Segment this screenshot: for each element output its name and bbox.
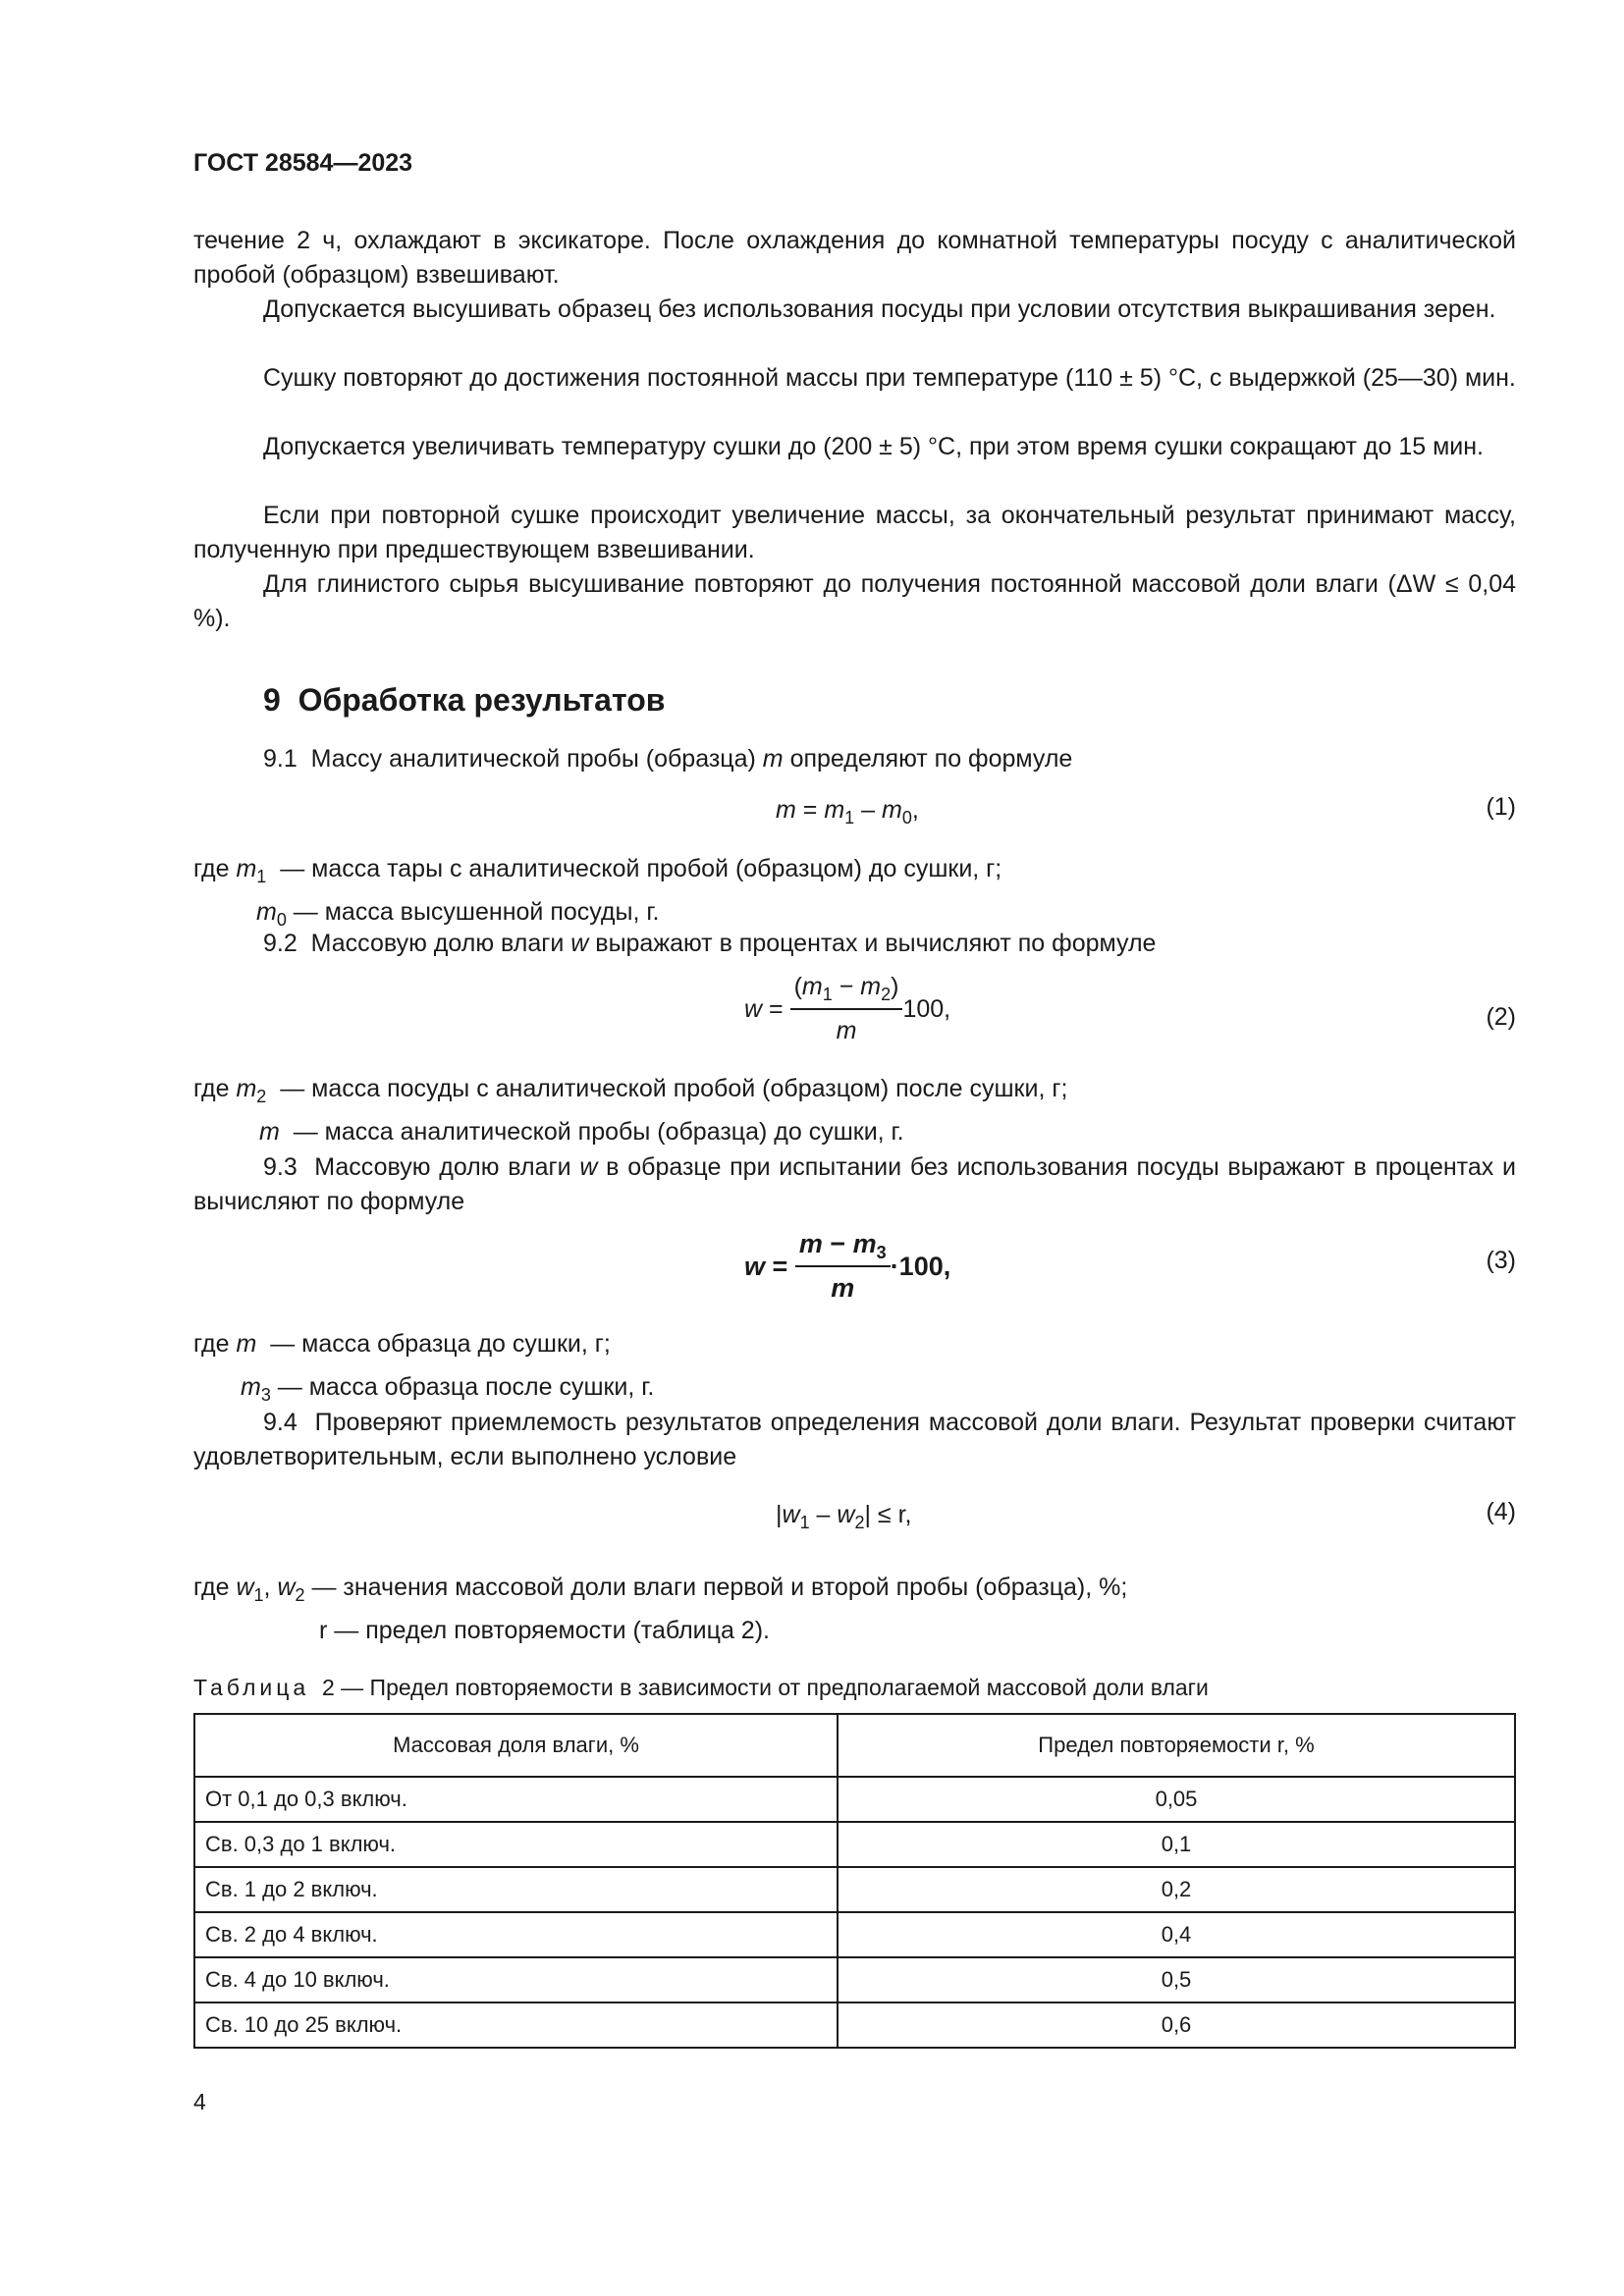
table-cell: Св. 4 до 10 включ. (194, 1957, 838, 2002)
section-heading (263, 682, 665, 719)
fraction: $\frac{(m_1 - m_2)}{m}$ (790, 970, 903, 1048)
paragraph: Допускается высушивать образец без использования посуды при условии отсутствия выкрашивания зерен. (263, 295, 1496, 323)
table-cell: 0,1 (838, 1822, 1515, 1867)
section-number: 9 (263, 682, 281, 718)
table-header-cell: Массовая доля влаги, % (194, 1714, 838, 1777)
legend-where-3: где m — масса образца до сушки, г; (193, 1330, 611, 1358)
formula-4-number: (4) (1486, 1498, 1516, 1525)
legend-where-1: где $m_1$ — масса тары с аналитической пробой (образцом) до сушки, г; (193, 855, 1002, 886)
table-cell: Св. 10 до 25 включ. (194, 2002, 838, 2048)
table-cell: 0,05 (838, 1777, 1515, 1822)
formula-3-number: (3) (1486, 1247, 1516, 1274)
table-cell: Св. 1 до 2 включ. (194, 1867, 838, 1912)
table-cell: 0,6 (838, 2002, 1515, 2048)
paragraph: Для глинистого сырья высушивание повторяют до получения постоянной массовой доли влаги (ΔW ≤ 0,04 %). (193, 570, 1516, 632)
formula-2: w = $\frac{(m_1 - m_2)}{m}$ 100, (744, 970, 950, 1048)
formula-1-number: (1) (1486, 793, 1516, 821)
table-cell: Св. 0,3 до 1 включ. (194, 1822, 838, 1867)
table-cell: 0,4 (838, 1912, 1515, 1957)
table-header-cell: Предел повторяемости r, % (838, 1714, 1515, 1777)
formula-3: w = $\frac{m - m_3}{m}$ ·100, (744, 1227, 950, 1306)
legend-item: $m_0$ — масса высушенной посуды, г. (256, 898, 660, 930)
legend-where-2: где $m_2$ — масса посуды с аналитической пробой (образцом) после сушки, г; (193, 1075, 1068, 1106)
table-cell: 0,5 (838, 1957, 1515, 2002)
table-row (194, 1867, 1515, 1912)
table-cell: От 0,1 до 0,3 включ. (194, 1777, 838, 1822)
page-number: 4 (193, 2089, 206, 2114)
table-row (194, 1957, 1515, 2002)
section-title: Обработка результатов (298, 682, 666, 718)
document-header: ГОСТ 28584—2023 (193, 149, 413, 177)
legend-item: $m_3$ — масса образца после сушки, г. (241, 1373, 655, 1405)
clause-9-2: 9.2 Массовую долю влаги w выражают в процентах и вычисляют по формуле (263, 930, 1157, 957)
table-row (194, 1777, 1515, 1822)
paragraph: Если при повторной сушке происходит увеличение массы, за окончательный результат принимают массу, полученную при предшествующем взвешивании. (193, 502, 1516, 563)
legend-item: r — предел повторяемости (таблица 2). (319, 1617, 770, 1644)
legend-where-4: где $w_1$, $w_2$ — значения массовой доли влаги первой и второй пробы (образца), %; (193, 1574, 1128, 1605)
clause-9-4: 9.4 Проверяют приемлемость результатов определения массовой доли влаги. Результат проверки считают удовлетворительным, если выполнено условие (193, 1409, 1516, 1470)
legend-item: m — масса аналитической пробы (образца) до сушки, г. (259, 1118, 904, 1146)
table-row (194, 2002, 1515, 2048)
table-cell: Св. 2 до 4 включ. (194, 1912, 838, 1957)
clause-9-3: 9.3 Массовую долю влаги w в образце при испытании без использования посуды выражают в процентах и вычисляют по формуле (193, 1153, 1516, 1215)
paragraph: течение 2 ч, охлаждают в эксикаторе. После охлаждения до комнатной температуры посуду с аналитической пробой (образцом) взвешивают. (193, 227, 1516, 289)
table-cell: 0,2 (838, 1867, 1515, 1912)
formula-2-number: (2) (1486, 1003, 1516, 1031)
formula-4: $|w_1 - w_2| \le r$, (776, 1501, 912, 1532)
table-row (194, 1912, 1515, 1957)
repeatability-table (193, 1713, 1516, 2049)
formula-1: $m = m_1 - m_0$, (776, 796, 919, 828)
table-caption: Таблица 2 — Предел повторяемости в зависимости от предполагаемой массовой доли влаги (193, 1675, 1209, 1700)
table-header-row (194, 1714, 1515, 1777)
clause-9-1: 9.1 Массу аналитической пробы (образца) m определяют по формуле (263, 745, 1073, 773)
table-row (194, 1822, 1515, 1867)
fraction: $\frac{m - m_3}{m}$ (795, 1227, 891, 1306)
paragraph: Допускается увеличивать температуру сушки до (200 ± 5) °С, при этом время сушки сокращают до 15 мин. (263, 433, 1484, 460)
paragraph: Сушку повторяют до достижения постоянной массы при температуре (110 ± 5) °С, с выдержкой (25—30) мин. (263, 364, 1516, 392)
